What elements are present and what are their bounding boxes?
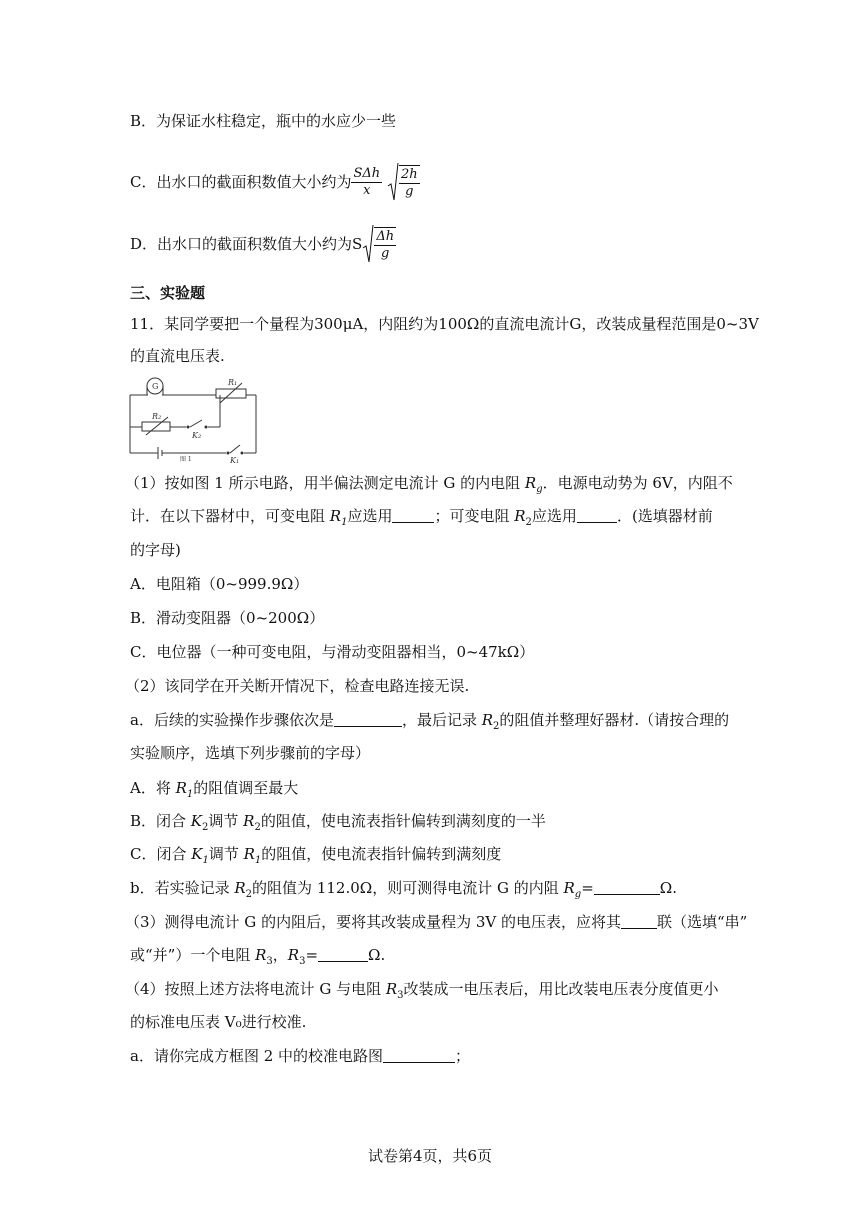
option-c-sqrt-num: 2h (400, 166, 418, 182)
q11-stem-line1: 11．某同学要把一个量程为300μA，内阻约为100Ω的直流电流计G，改装成量程范围是0~3V (130, 315, 759, 333)
q11-part2: （2）该同学在开关断开情况下，检查电路连接无误. (125, 677, 470, 695)
option-c-prefix: C．出水口的截面积数值大小约为 (130, 173, 352, 191)
option-b-text: B．为保证水柱稳定，瓶中的水应少一些 (130, 112, 397, 130)
k1-label: K₁ (230, 456, 240, 465)
q11-part2a-line2: 实验顺序，选填下列步骤前的字母） (130, 744, 371, 762)
circuit-figure-1 (128, 375, 260, 465)
option-c-frac-num: SΔh (353, 165, 381, 181)
answer-blank-rg[interactable] (594, 880, 660, 895)
answer-blank-steps[interactable] (334, 712, 402, 727)
q11-part4-line2: 的标准电压表 V₀进行校准. (130, 1013, 307, 1031)
option-d (130, 224, 396, 264)
q11-part4-line1: （4）按照上述方法将电流计 G 与电阻 $R_3$改装成一电压表后，用比改装电压表分度值更小 (125, 980, 719, 1001)
section-title: 三、实验题 (130, 284, 206, 302)
answer-blank-circuit-diagram[interactable] (383, 1048, 455, 1063)
option-b-rheostat: B．滑动变阻器（0~200Ω） (130, 609, 325, 627)
q11-part3-line1: （3）测得电流计 G 的内阻后，要将其改装成量程为 3V 的电压表，应将其 联（选填“串” (125, 913, 748, 931)
r2-label: R₂ (152, 412, 162, 421)
q11-part2b: b．若实验记录 $R_2$的阻值为 112.0Ω，则可测得电流计 G 的内阻 $R_g= \Omega$. (130, 879, 677, 900)
page-footer: 试卷第4页，共6页 (367, 1147, 493, 1165)
step-b: B．闭合 $K_2$调节 $R_2$的阻值，使电流表指针偏转到满刻度的一半 (130, 812, 546, 833)
option-c-fraction (351, 166, 382, 199)
q11-part4a: a．请你完成方框图 2 中的校准电路图 ； (130, 1047, 471, 1065)
galvanometer-label: G (152, 382, 159, 391)
k2-label: K₂ (192, 431, 202, 440)
q11-part1-line3: 的字母) (130, 541, 181, 559)
option-b (130, 111, 396, 131)
answer-blank-r1[interactable] (392, 508, 434, 523)
q11-part3-line2: 或“并”）一个电阻 $R_3$，$R_3= \Omega$. (130, 946, 386, 967)
answer-blank-series-parallel[interactable] (621, 914, 657, 929)
option-d-sqrt-den: g (381, 245, 390, 261)
option-a-resistance-box: A．电阻箱（0~999.9Ω） (130, 575, 309, 593)
option-d-sqrt (362, 224, 396, 264)
step-a: A．将 $R_1$的阻值调至最大 (130, 779, 299, 800)
option-c-sqrt-den: g (405, 183, 414, 199)
sqrt-sign-icon (387, 162, 399, 202)
option-d-sqrt-num: Δh (376, 228, 395, 244)
figure-caption: 图 1 (180, 456, 192, 463)
option-c-sqrt (387, 162, 420, 202)
step-c: C．闭合 $K_1$调节 $R_1$的阻值，使电流表指针偏转到满刻度 (130, 845, 502, 866)
sqrt-sign-icon (362, 224, 374, 264)
option-c (130, 162, 420, 202)
q11-part1-line1: （1）按如图 1 所示电路，用半偏法测定电流计 G 的内电阻 $R_g$．电源电动势为 6V，内阻不 (125, 474, 733, 495)
answer-blank-r3[interactable] (318, 947, 368, 962)
r1-label: R₁ (228, 378, 238, 387)
option-c-potentiometer: C．电位器（一种可变电阻，与滑动变阻器相当，0~47kΩ） (130, 643, 535, 661)
answer-blank-r2[interactable] (577, 508, 617, 523)
q11-part2a-line1: a．后续的实验操作步骤依次是 ，最后记录 $R_2$的阻值并整理好器材.（请按合理的 (130, 711, 730, 732)
q11-part1-line2: 计．在以下器材中，可变电阻 $R_1$应选用 ；可变电阻 $R_2$应选用 ．(选填器材前 (130, 507, 713, 528)
option-d-prefix: D．出水口的截面积数值大小约为S (130, 235, 363, 253)
option-c-frac-den: x (363, 182, 371, 198)
q11-stem-line2: 的直流电压表. (130, 347, 225, 365)
